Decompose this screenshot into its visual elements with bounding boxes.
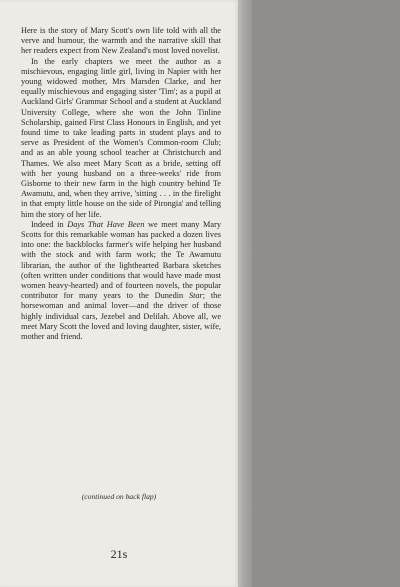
- fold-edge: [238, 0, 252, 587]
- paragraph-3-end: ; the horsewoman and animal lover—and the driver of those highly individual cars, Jezebel and Delilah. Above all, we meet Mary Scott the loved and loving daughter, sister, wife, mother and friend.: [21, 291, 221, 342]
- book-title-italic: Days That Have Been: [67, 219, 145, 229]
- paragraph-3-body: we meet many Mary Scotts for this remarkable woman has packed a dozen lives into one: the backblocks farmer's wife helping her husband with the stock and with farm work; the Te Awamutu librarian, the author of the lighthearted Barbara sketches (often written under conditions that would have made most women heavy-hearted) and of fourteen novels, the popular contributor for many years to the Dunedin: [21, 219, 221, 301]
- blurb-paragraph-2: In the early chapters we meet the author as a mischievous, engaging little girl, living in Napier with her young widowed mother, Mrs Marsden Clarke, and her equally mischievous and engaging sister 'Tim'; as a pupil at Auckland Girls' Grammar School and a student at Auckland University College, where she won the John Tinline Scholarship, gained First Class Honours in English, and yet found time to take leading parts in student plays and to serve as President of the Women's Common-room Club; and as an able young school teacher at Christchurch and Thames. We also meet Mary Scott as a bride, setting off with her young husband on a three-weeks' ride from Gisborne to their new farm in the high country behind Te Awamutu, and, when they arrive, 'sitting . . . in the firelight in that empty little house on the side of Pirongia' and telling him the story of her life.: [21, 56, 221, 219]
- continued-note: (continued on back flap): [81, 492, 157, 501]
- blurb-text: [21, 26, 221, 342]
- price-label: 21s: [110, 547, 128, 561]
- newspaper-title-italic: Star: [188, 291, 203, 301]
- paragraph-3-lead: Indeed in: [31, 219, 68, 229]
- blurb-paragraph-3: [21, 220, 221, 342]
- blurb-paragraph-1: Here is the story of Mary Scott's own life told with all the verve and humour, the warmth and the narrative skill that her readers expect from New Zealand's most loved novelist.: [21, 26, 221, 56]
- grey-board: [252, 0, 400, 587]
